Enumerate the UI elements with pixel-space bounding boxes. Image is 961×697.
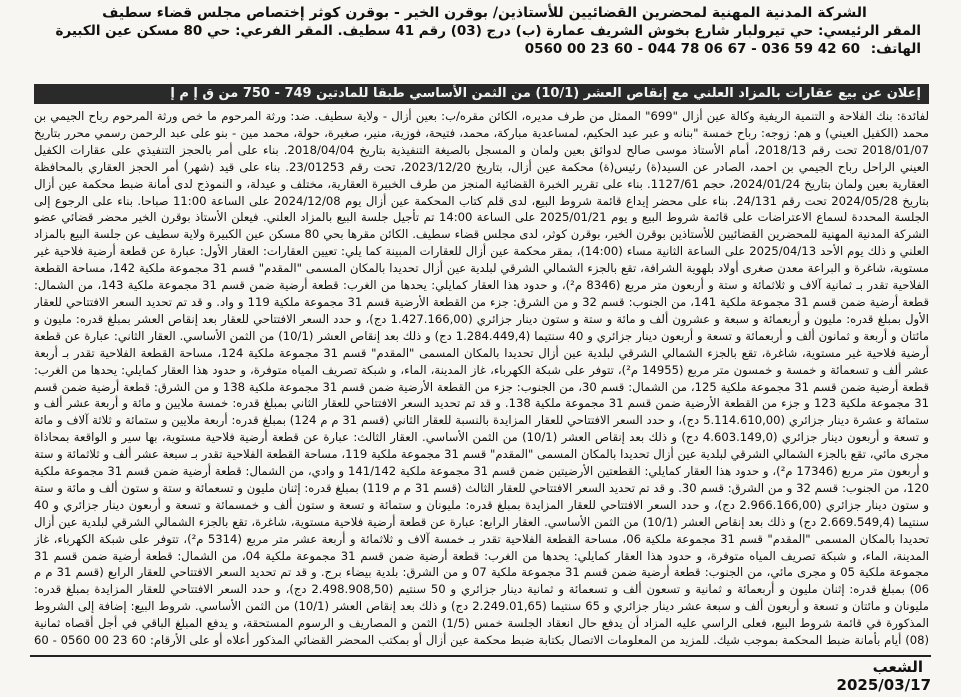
- publication-date: 2025/03/17: [836, 676, 931, 694]
- office-address: المقر الرئيسي: حي تيرولبار شارع بخوش الشريف عمارة (ب) درج (03) رقم 41 سطيف. المقر الفرعي: حي 80 مسكن عين الكبيرة: [55, 23, 921, 39]
- publication-name: الشعب: [872, 658, 923, 676]
- footer-divider: [30, 655, 931, 657]
- office-name: الشركة المدنية المهنية لمحضرين القضائيين للأستاذين/ بوقرن الخير - بوقرن كوثر إختصاص مجلس قضاء سطيف: [102, 5, 867, 21]
- office-phones: الهاتف: 0560 00 23 60 - 044 78 06 67 - 036 59 42 60: [524, 41, 921, 57]
- notice-text: لفائدة: بنك الفلاحة و التنمية الريفية وكالة عين أزال "699" الممثل من طرف مديره، الكائن مقره/ب: بعين أزال - ولاية سطيف. ضد: ورثة المرحوم ما خص ورثة المرحوم رباح الجيمي بن محمد (الكفيل العيني) و هم: زوجه: رباح خمسة "بنانه و عبر عبد الحكيم، لمساعدية مباركة، محمد، فتيحة، فوزية، منير، صغيرة، حولة، محمد مين - بنو على عبد الرحمن رسمي محرر بتاريخ 2018/01/07 تحت رقم 2018/13، أمام الأستاذ موسى صالح لدوائق بعين ولمان و المسجل بالصيغة التنفيذية بتاريخ 2018/04/04. بناء على أمر بالحجز التنفيذي على عقارات الكفيل العيني الراحل رباح الجيمي بن احمد، الصادر عن السيد(ة) رئيس(ة) محكمة عين أزال، بتاريخ 2023/12/20، تحت رقم 23/01253. بناء على قيد (شهر) أمر الحجز العقاري بالمحافظة العقارية بعين ولمان بتاريخ 2024/01/24، حجم 1127/61. بناء على تقرير الخبرة القضائية المنجز من طرف الخبيرة العقارية، مختلف و عيدلة، و النموذج لدى أمانة ضبط محكمة عين أزال بتاريخ 2024/05/28 تحت رقم 24/131. بناء على محضر إيداع قائمة شروط البيع، لدى قلم كتاب المحكمة عين أزال يوم 2024/12/08 على الساعة 11:00 صباحا. بناء على الرجوع إلى الجلسة المحددة لسماع الاعتراضات على قائمة شروط البيع و يوم 2025/01/21 على الساعة 14:00 تم تأجيل جلسة البيع بالمزاد العلني. فيعلن الأستاذ بوقرن الخير محضر قضائي عضو الشركة المدنية المهنية للمحضرين القضائيين للأستاذين بوقرن الخير، بوقرن كوثر، لدى مجلس قضاء سطيف. الكائن مقرها بحي 80 مسكن عين الكبيرة ولاية سطيف عن جلسة البيع بالمزاد العلني و ذلك يوم الأحد 2025/04/13 على الساعة الثانية مساء (14:00)، بمقر محكمة عين أزال للعقارات المبينة كما يلي: تعيين العقارات: العقار الأول: عبارة عن قطعة أرضية فلاحية غير مستوية، شاغرة و البراعة معدن صغرى أولاد بلهوية الشرافة، تقع بالجزء الشمالي الشرقي لبلدية عين أزال تحديدا بالمكان المسمى "المقدم" قسم 31 مجموعة ملكية 142، مساحة القطعة الفلاحية تقدر بـ ثمانية آلاف و ثلاثمائة و ستة و أربعون متر مربع (8346 م²)، و حدود هذا العقار كمايلي: يحدها من الغرب: قطعة أرضية ضمن قسم 31 مجموعة ملكية 143، من الشمال: قطعة أرضية ضمن قسم 31 مجموعة ملكية 141، من الجنوب: قسم 32 و من الشرق: جزء من القطعة الأرضية قسم 31 مجموعة ملكية 119 و واد. و قد تم تحديد السعر الافتتاحي للعقار الأول بمبلغ قدره: مليون و أربعمائة و سبعة و عشرون ألف و مائة و ستة و ستون دينار جزائري (1.427.166,00 دج)، و حدد السعر الافتتاحي للعقار بعد إنقاص العشر بمبلغ قدره: مليون و مائتان و أربعة و ثمانون ألف و أربعمائة و تسعة و أربعون دينار جزائري و 40 سنتيما (1.284.449,4 دج) و ذلك بعد إنقاص العشر (10/1) من الثمن الأساسي. العقار الثاني: عبارة عن قطعة أرضية فلاحية غير مستوية، شاغرة، تقع بالجزء الشمالي الشرقي لبلدية عين أزال تحديدا بالمكان المسمى "المقدم" قسم 31 مجموعة ملكية 124، مساحة القطعة الفلاحية تقدر بـ أربعة عشر ألف و تسعمائة و خمسة و خمسون متر مربع (14955 م²)، تتوفر على شبكة الكهرباء، غاز المدينة، الماء، و شبكة تصريف المياه متوفرة، و حدود هذا العقار كمايلي: يحدها من الغرب: قطعة أرضية ضمن قسم 31 مجموعة ملكية 125، من الشمال: قسم 30، من الجنوب: جزء من القطعة الأرضية ضمن قسم 31 مجموعة ملكية 138 و من الشرق: قطعة أرضية ضمن قسم 31 مجموعة ملكية 123 و جزء من القطعة الأرضية ضمن قسم 31 مجموعة ملكية 138. و قد تم تحديد السعر الافتتاحي للعقار الثاني بمبلغ قدره: خمسة ملايين و مائة و أربعة عشر ألف و ستمائة و عشرة دينار جزائري (5.114.610,00 دج)، و حدد السعر الافتتاحي للعقار المزايدة بالنسبة للعقار الثاني (قسم 31 م م 124) بمبلغ قدره: أربعة ملايين و ستمائة و ثلاثة آلاف و مائة و تسعة و أربعون دينار جزائري (4.603.149,0 دج) و ذلك بعد إنقاص العشر (10/1) من الثمن الأساسي. العقار الثالث: عبارة عن قطعة أرضية فلاحية مستوية، بها سير و الواقعة بمحاذاة مجرى مائي، تقع بالجزء الشمالي الشرقي لبلدية عين أزال تحديدا بالمكان المسمى "المقدم" قسم 31 مجموعة ملكية 119، مساحة القطعة الفلاحية تقدر بـ سبعة عشر ألف و ثلاثمائة و ستة و أربعون متر مربع (17346 م²)، و حدود هذا العقار كمايلي: القطعتين الأرضيتين ضمن قسم 31 مجموعة ملكية 141/142 و وادي، من الشمال: قطعة أرضية ضمن قسم 31 مجموعة ملكية 120، من الجنوب: قسم 32 و من الشرق: قسم 30. و قد تم تحديد السعر الافتتاحي للعقار الثالث (قسم 31 م م 119) بمبلغ قدره: إثنان مليون و تسعمائة و ستة و ستون ألف و مائة و ستة و ستون دينار جزائري (2.966.166,00 دج)، و حدد السعر الافتتاحي للعقار المزايدة بمبلغ قدره: مليونان و ستمائة و تسعة و ستون ألف و خمسمائة و تسعة و أربعون دينار جزائري و 40 سنتيما (2.669.549,4 دج) و ذلك بعد إنقاص العشر (10/1) من الثمن الأساسي. العقار الرابع: عبارة عن قطعة أرضية فلاحية مستوية، شاغرة، تقع بالجزء الشمالي الشرقي لبلدية عين أزال تحديدا بالمكان المسمى "المقدم" قسم 31 مجموعة ملكية 06، مساحة القطعة الفلاحية تقدر بـ خمسة آلاف و ثلاثمائة و أربعة عشر متر مربع (5314 م²)، تتوفر على شبكة الكهرباء، غاز المدينة، الماء، و شبكة تصريف المياه متوفرة، و حدود هذا العقار كمايلي: يحدها من الغرب: قطعة أرضية ضمن قسم 31 مجموعة ملكية 04، من الشمال: قطعة أرضية ضمن قسم 31 مجموعة ملكية 05 و مجرى مائي، من الجنوب: قطعة أرضية ضمن قسم 31 مجموعة ملكية 07 و من الشرق: بلدية بيضاء برج. و قد تم تحديد السعر الافتتاحي للعقار الرابع (قسم 31 م م 06) بمبلغ قدره: إثنان مليون و أربعمائة و ثمانية و تسعون ألف و تسعمائة و ثمانية دينار جزائري و 50 سنتيم (2.498.908,50 دج)، و حدد السعر الافتتاحي للعقار المزايدة بمبلغ قدره: مليونان و مائتان و تسعة و أربعون ألف و سبعة عشر دينار جزائري و 65 سنتيما (2.249.01,65 دج) و ذلك بعد إنقاص العشر (10/1) من الثمن الأساسي. شروط البيع: إضافة إلى الشروط المذكورة في قائمة شروط البيع، فعلى الراسي عليه المزاد أن يدفع حال انعقاد الجلسة خمس (1/5) الثمن و المصاريف و الرسوم المستحقة، و يدفع المبلغ الباقي في أجل أقصاه ثمانية (08) أيام بأمانة ضبط المحكمة بموجب شيك. للمزيد من المعلومات الاتصال بكتابة ضبط محكمة عين أزال أو بمكتب المحضر القضائي المذكور أعلاه أو على الأرقام: 60 23 00 0560 - 60: [34, 109, 929, 648]
- notice-title-banner: إعلان عن بيع عقارات بالمزاد العلني مع إنقاص العشر (10/1) من الثمن الأساسي طبقا للمادتين 749 - 750 من ق إ م إ: [34, 84, 929, 104]
- phone-numbers: 0560 00 23 60 - 044 78 06 67 - 036 59 42 60: [524, 41, 861, 57]
- phone-label: الهاتف: [876, 41, 921, 57]
- letterhead: [40, 4, 929, 58]
- footer: [30, 660, 931, 692]
- notice-body: [34, 108, 929, 651]
- signoff: [678, 650, 774, 651]
